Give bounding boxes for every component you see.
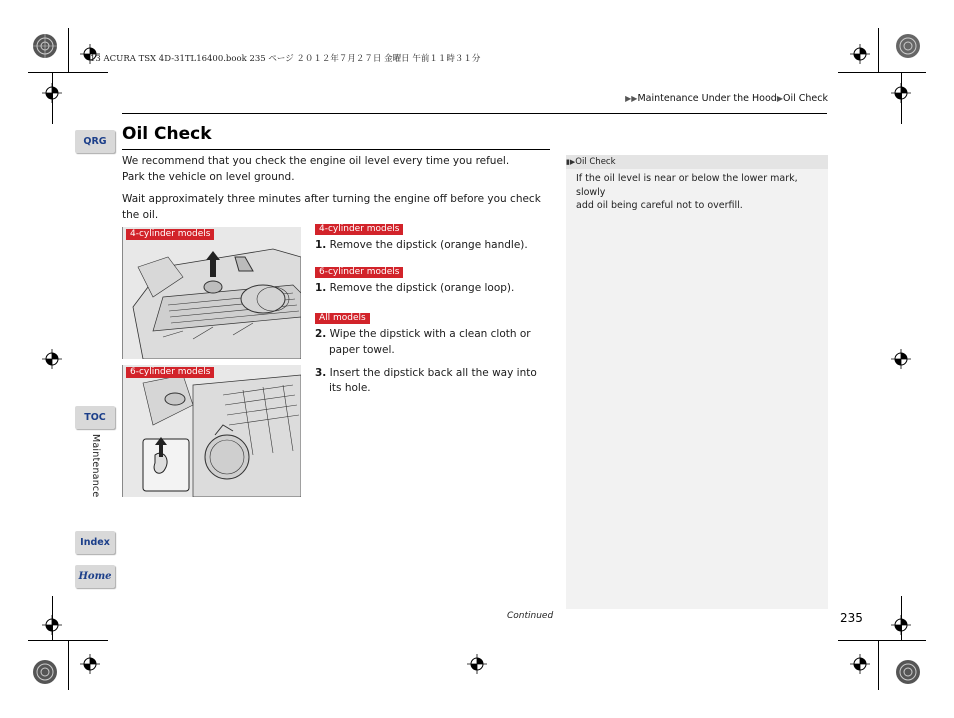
intro-line: We recommend that you check the engine oil level every time you refuel. <box>122 155 510 167</box>
crosshair-icon <box>42 615 62 635</box>
breadcrumb-current[interactable]: Oil Check <box>783 93 828 104</box>
note-body <box>576 172 824 213</box>
page-title: Oil Check <box>122 124 212 144</box>
qrg-button[interactable]: QRG <box>75 130 115 153</box>
arrow-icon: ▶ <box>776 94 783 103</box>
model-badge: 6-cylinder models <box>126 367 214 378</box>
note-reference-icon: ▮▶ <box>566 158 576 166</box>
engine-4cyl-drawing <box>123 227 301 359</box>
crosshair-icon <box>850 44 870 64</box>
model-badge: 6-cylinder models <box>315 267 403 278</box>
step-2 <box>315 327 531 343</box>
step-text: Insert the dipstick back all the way into <box>329 367 537 379</box>
title-rule <box>122 149 550 150</box>
registration-mark-icon <box>895 33 921 59</box>
print-header: 13 ACURA TSX 4D-31TL16400.book 235 ページ ２０１２年７月２７日 金曜日 午前１１時３１分 <box>90 54 481 64</box>
step-text: Wipe the dipstick with a clean cloth or <box>329 328 531 340</box>
intro-line: the oil. <box>122 208 159 221</box>
intro-line: Wait approximately three minutes after turning the engine off before you check <box>122 193 541 205</box>
step-1-6cyl <box>315 281 514 297</box>
index-button[interactable]: Index <box>75 531 115 554</box>
crosshair-icon <box>42 349 62 369</box>
step-text: Remove the dipstick (orange loop). <box>329 282 515 294</box>
intro-paragraph <box>122 154 552 185</box>
intro-line: Park the vehicle on level ground. <box>122 170 295 183</box>
step-number: 1. <box>315 239 327 251</box>
model-badge: 4-cylinder models <box>126 229 214 240</box>
note-panel <box>566 155 828 609</box>
step-text: Remove the dipstick (orange handle). <box>329 239 528 251</box>
registration-mark-icon <box>32 33 58 59</box>
step-number: 1. <box>315 282 327 294</box>
crosshair-icon <box>467 654 487 674</box>
step-3-continued: its hole. <box>329 382 371 394</box>
model-badge: All models <box>315 313 370 324</box>
note-title: Oil Check <box>575 157 616 167</box>
crosshair-icon <box>80 654 100 674</box>
home-button[interactable]: Home <box>75 565 115 588</box>
engine-6cyl-illustration <box>122 365 301 497</box>
header-rule <box>122 113 827 114</box>
continued-label: Continued <box>507 611 554 621</box>
registration-mark-icon <box>32 659 58 685</box>
toc-button[interactable]: TOC <box>75 406 115 429</box>
page-number: 235 <box>840 611 863 625</box>
note-line: If the oil level is near or below the lower mark, slowly <box>576 173 798 198</box>
double-arrow-icon: ▶▶ <box>625 94 638 103</box>
step-1-4cyl <box>315 238 528 254</box>
step-number: 3. <box>315 367 327 379</box>
model-badge: 4-cylinder models <box>315 224 403 235</box>
engine-4cyl-illustration <box>122 227 301 359</box>
crosshair-icon <box>891 83 911 103</box>
intro-paragraph <box>122 192 552 223</box>
crosshair-icon <box>42 83 62 103</box>
registration-mark-icon <box>895 659 921 685</box>
engine-6cyl-drawing <box>123 365 301 497</box>
crosshair-icon <box>891 349 911 369</box>
note-line: add oil being careful not to overfill. <box>576 200 743 211</box>
step-number: 2. <box>315 328 327 340</box>
note-header <box>566 155 828 169</box>
crosshair-icon <box>891 615 911 635</box>
step-2-continued: paper towel. <box>329 344 395 356</box>
breadcrumb-parent[interactable]: Maintenance Under the Hood <box>637 93 777 104</box>
crosshair-icon <box>850 654 870 674</box>
section-tab: Maintenance <box>90 434 101 498</box>
step-3 <box>315 366 537 382</box>
breadcrumb <box>625 93 828 104</box>
